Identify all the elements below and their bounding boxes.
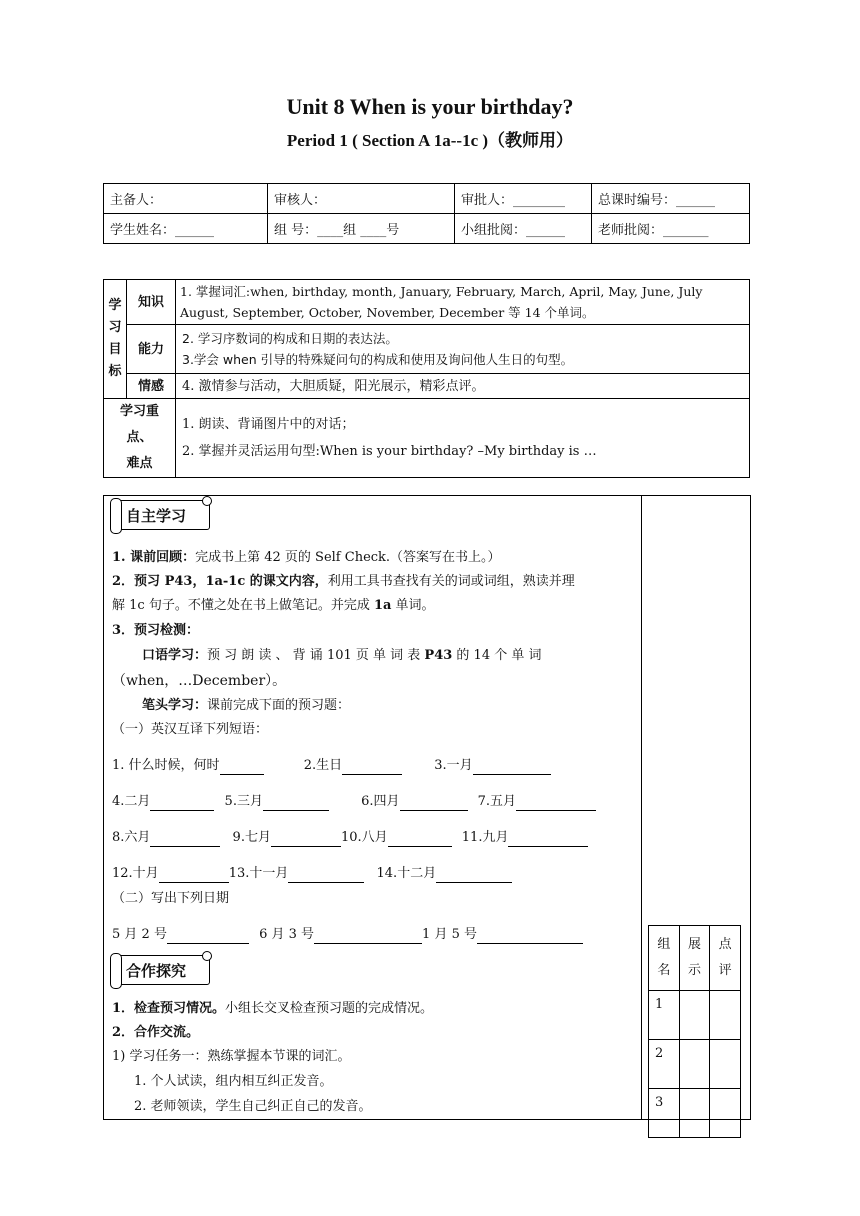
page-subtitle: Period 1 ( Section A 1a--1c )（教师用） — [286, 131, 574, 150]
side-char: 标 — [108, 364, 122, 379]
staff-table — [103, 183, 750, 244]
item-text: 单词。 — [391, 598, 435, 613]
written-text: 课前完成下面的预习题： — [207, 698, 351, 713]
answer-blank[interactable] — [263, 796, 329, 811]
answer-blank[interactable] — [516, 796, 596, 811]
task-sub-1: 1. 个人试读，组内相互纠正发音。 — [134, 1074, 333, 1089]
score-cell[interactable] — [710, 1040, 741, 1089]
score-header-char: 名 — [657, 963, 671, 978]
item-bold: 1．检查预习情况。 — [112, 1001, 226, 1016]
knowledge-text — [176, 280, 750, 325]
vocab-item: 1. 什么时候，何时 — [112, 758, 220, 773]
item-bold: 1a — [373, 598, 392, 613]
oral-text: 的 14 个 单 词 — [452, 648, 542, 663]
score-header — [710, 926, 741, 991]
item-text: 小组长交叉检查预习题的完成情况。 — [225, 1001, 434, 1016]
vocab-row — [112, 793, 596, 811]
answer-blank[interactable] — [342, 760, 402, 775]
vocab-item: 5.三月 — [224, 794, 263, 809]
vocab-item: 3.一月 — [434, 758, 473, 773]
scroll-curl-icon — [202, 496, 212, 506]
written-study — [142, 697, 350, 715]
answer-blank[interactable] — [150, 832, 220, 847]
vocab-item: 13.十一月 — [228, 866, 289, 881]
score-row-label: 3 — [649, 1089, 680, 1138]
vocab-row — [112, 865, 512, 883]
score-cell[interactable] — [710, 1089, 741, 1138]
answer-blank[interactable] — [477, 929, 583, 944]
vocab-item: 14.十二月 — [376, 866, 437, 881]
vocab-item: 2.生日 — [303, 758, 343, 773]
key-label-line: 难点 — [126, 456, 153, 471]
score-header — [649, 926, 680, 991]
vocab-item: 11.九月 — [461, 830, 509, 845]
answer-blank[interactable] — [220, 760, 264, 775]
staff-cell: 主备人： — [104, 184, 268, 214]
vocab-row — [112, 829, 588, 847]
score-cell[interactable] — [710, 991, 741, 1040]
staff-cell: 审核人： — [268, 184, 455, 214]
page-title: Unit 8 When is your birthday? — [286, 94, 574, 119]
objectives-side-label — [104, 280, 127, 399]
key-points-label — [104, 399, 176, 478]
self-item-3: 3．预习检测： — [112, 623, 200, 638]
dates-row — [112, 926, 583, 944]
item-text: 解 1c 句子。不懂之处在书上做笔记。并完成 — [112, 598, 374, 613]
staff-cell: 总课时编号：______ — [592, 184, 750, 214]
knowledge-line: August, September, October, November, December 等 14 个单词。 — [180, 305, 595, 320]
ability-line: 3.学会 when 引导的特殊疑问句的构成和使用及询问他人生日的句型。 — [182, 352, 574, 367]
key-points-text — [176, 399, 750, 478]
score-row-label: 2 — [649, 1040, 680, 1089]
self-item-2 — [112, 573, 575, 591]
score-cell[interactable] — [679, 1089, 710, 1138]
score-table — [648, 925, 741, 1138]
score-header-char: 展 — [687, 937, 701, 952]
oral-text: 预 习 朗 读 、 背 诵 101 页 单 词 表 — [207, 648, 425, 663]
objectives-table — [103, 279, 750, 478]
staff-cell: 小组批阅：______ — [455, 214, 592, 244]
self-item-2-line2 — [112, 597, 435, 615]
written-label: 笔头学习： — [142, 698, 208, 713]
coop-item-2: 2．合作交流。 — [112, 1025, 200, 1040]
ability-text — [176, 325, 750, 374]
knowledge-line: 1. 掌握词汇:when, birthday, month, January, February, March, April, May, June, July — [180, 284, 703, 299]
oral-bold: P43 — [424, 648, 453, 663]
side-char: 目 — [108, 342, 122, 357]
staff-cell: 学生姓名：______ — [104, 214, 268, 244]
ability-line: 2. 学习序数词的构成和日期的表达法。 — [182, 331, 398, 346]
staff-cell: 老师批阅：_______ — [592, 214, 750, 244]
ability-label: 能力 — [127, 325, 176, 374]
coop-item-1 — [112, 1000, 433, 1018]
column-divider — [641, 496, 642, 1119]
vocab-item: 6.四月 — [361, 794, 400, 809]
answer-blank[interactable] — [436, 868, 512, 883]
task-one: 1) 学习任务一：熟练掌握本节课的词汇。 — [112, 1049, 351, 1064]
key-label-line: 学习重点、 — [119, 404, 159, 445]
key-line: 1. 朗读、背诵图片中的对话； — [182, 417, 355, 432]
side-char: 习 — [108, 320, 122, 335]
item-bold: 2．预习 P43，1a-1c 的课文内容， — [112, 574, 328, 589]
answer-blank[interactable] — [400, 796, 468, 811]
part-two: （二）写出下列日期 — [112, 891, 230, 906]
side-char: 学 — [108, 298, 122, 313]
date-item: 5 月 2 号 — [112, 927, 167, 942]
vocab-item: 4.二月 — [112, 794, 151, 809]
banner-label: 合作探究 — [126, 962, 187, 980]
date-item: 1 月 5 号 — [422, 927, 477, 942]
score-cell[interactable] — [679, 1040, 710, 1089]
vocab-item: 12.十月 — [112, 866, 159, 881]
scroll-curl-icon — [202, 951, 212, 961]
banner-label: 自主学习 — [126, 507, 187, 525]
emotion-label: 情感 — [127, 374, 176, 399]
answer-blank[interactable] — [159, 868, 229, 883]
emotion-text: 4. 激情参与活动，大胆质疑，阳光展示，精彩点评。 — [176, 374, 750, 399]
answer-blank[interactable] — [388, 832, 452, 847]
staff-cell: 审批人：________ — [455, 184, 592, 214]
answer-blank[interactable] — [271, 832, 341, 847]
answer-blank[interactable] — [150, 796, 214, 811]
vocab-item: 10.八月 — [340, 830, 388, 845]
knowledge-label: 知识 — [127, 280, 176, 325]
cooperation-banner — [108, 951, 212, 987]
answer-blank[interactable] — [167, 929, 249, 944]
item-text: 利用工具书查找有关的词或词组，熟读并理 — [327, 574, 575, 589]
score-header-char: 示 — [687, 963, 701, 978]
staff-cell: 组 号：____组 ____号 — [268, 214, 455, 244]
score-header-char: 评 — [718, 963, 732, 978]
answer-blank[interactable] — [288, 868, 364, 883]
oral-line2: （when，…December）。 — [112, 673, 287, 689]
scroll-roll-icon — [110, 953, 122, 989]
answer-blank[interactable] — [473, 760, 551, 775]
vocab-item: 8.六月 — [112, 830, 151, 845]
item-text: 完成书上第 42 页的 Self Check.（答案写在书上。） — [195, 550, 501, 565]
self-study-banner — [108, 496, 212, 532]
vocab-item: 9.七月 — [232, 830, 271, 845]
oral-study — [142, 647, 542, 665]
task-sub-2: 2. 老师领读，学生自己纠正自己的发音。 — [134, 1099, 372, 1114]
answer-blank[interactable] — [314, 929, 422, 944]
answer-blank[interactable] — [508, 832, 588, 847]
part-one: （一）英汉互译下列短语： — [112, 722, 269, 737]
date-item: 6 月 3 号 — [259, 927, 315, 942]
score-row-label: 1 — [649, 991, 680, 1040]
self-item-1 — [112, 549, 501, 567]
scroll-roll-icon — [110, 498, 122, 534]
score-header-char: 点 — [718, 937, 732, 952]
oral-label: 口语学习： — [142, 648, 208, 663]
vocab-item: 7.五月 — [477, 794, 517, 809]
key-line: 2. 掌握并灵活运用句型:When is your birthday? –My birthday is … — [182, 444, 597, 459]
item-bold: 1. 课前回顾： — [112, 550, 196, 565]
score-cell[interactable] — [679, 991, 710, 1040]
vocab-row — [112, 757, 551, 775]
score-header-char: 组 — [657, 937, 671, 952]
score-header — [679, 926, 710, 991]
